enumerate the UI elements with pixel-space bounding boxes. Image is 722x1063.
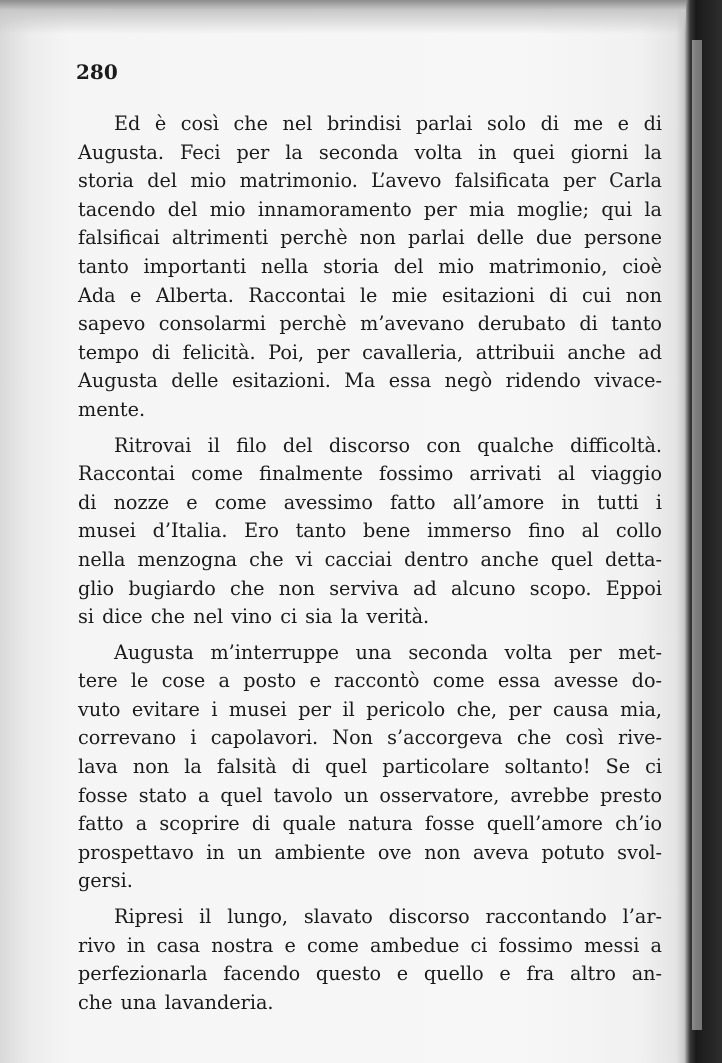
text-line: mente. — [78, 397, 146, 421]
page-edge-strip — [692, 40, 702, 1030]
text-line: fosse stato a quel tavolo un osservatore, avrebbe presto — [78, 783, 662, 807]
text-line: nella menzogna che vi cacciai dentro anche quel detta- — [78, 547, 662, 571]
text-line: tanto importanti nella storia del mio matrimonio, cioè — [78, 254, 662, 278]
text-line: gersi. — [78, 869, 133, 893]
text-line: tempo di felicità. Poi, per cavalleria, attribuii anche ad — [78, 340, 662, 364]
text-line: perfezionarla facendo questo e quello e fra altro an- — [78, 962, 662, 986]
paragraph-4 — [78, 903, 662, 1017]
text-line: vuto evitare i musei per il pericolo che, per causa mia, — [78, 697, 662, 721]
text-line: glio bugiardo che non serviva ad alcuno scopo. Eppoi — [78, 576, 662, 600]
paragraph-1 — [78, 110, 662, 425]
page-number: 280 — [76, 60, 118, 84]
text-line: storia del mio matrimonio. L’avevo falsificata per Carla — [78, 169, 662, 193]
text-line: tacendo del mio innamoramento per mia moglie; qui la — [78, 197, 662, 221]
text-line: di nozze e come avessimo fatto all’amore in tutti i — [78, 490, 662, 514]
text-line: falsificai altrimenti perchè non parlai delle due persone — [78, 226, 662, 250]
text-line: prospettavo in un ambiente ove non aveva potuto svol- — [78, 840, 662, 864]
text-line: fatto a scoprire di quale natura fosse quell’amore ch’io — [78, 812, 662, 836]
text-line: musei d’Italia. Ero tanto bene immerso fino al collo — [78, 519, 662, 543]
text-line: Ripresi il lungo, slavato discorso raccontando l’ar- — [114, 905, 662, 929]
top-shadow — [0, 0, 722, 34]
text-line: si dice che nel vino ci sia la verità. — [78, 605, 430, 629]
text-line: Ada e Alberta. Raccontai le mie esitazioni di cui non — [78, 283, 662, 307]
text-line: Ed è così che nel brindisi parlai solo di me e di — [114, 112, 662, 135]
text-line: Augusta. Feci per la seconda volta in quei giorni la — [78, 140, 662, 164]
text-line: Augusta delle esitazioni. Ma essa negò ridendo vivace- — [78, 369, 662, 393]
text-line: Raccontai come finalmente fossimo arrivati al viaggio — [78, 462, 662, 486]
text-line: sapevo consolarmi perchè m’avevano derubato di tanto — [78, 312, 662, 336]
text-line: Ritrovai il filo del discorso con qualche difficoltà. — [114, 433, 662, 457]
text-line: tere le cose a posto e raccontò come essa avesse do- — [78, 669, 662, 693]
text-line: che una lavanderia. — [78, 990, 274, 1014]
text-line: rivo in casa nostra e come ambedue ci fossimo messi a — [78, 933, 662, 957]
paragraph-3 — [78, 639, 662, 896]
text-line: correvano i capolavori. Non s’accorgeva che così rive- — [78, 726, 662, 750]
body-text — [78, 110, 662, 1024]
text-line: lava non la falsità di quel particolare soltanto! Se ci — [78, 755, 662, 779]
text-line: Augusta m’interruppe una seconda volta per met- — [114, 640, 662, 664]
paragraph-2 — [78, 432, 662, 632]
